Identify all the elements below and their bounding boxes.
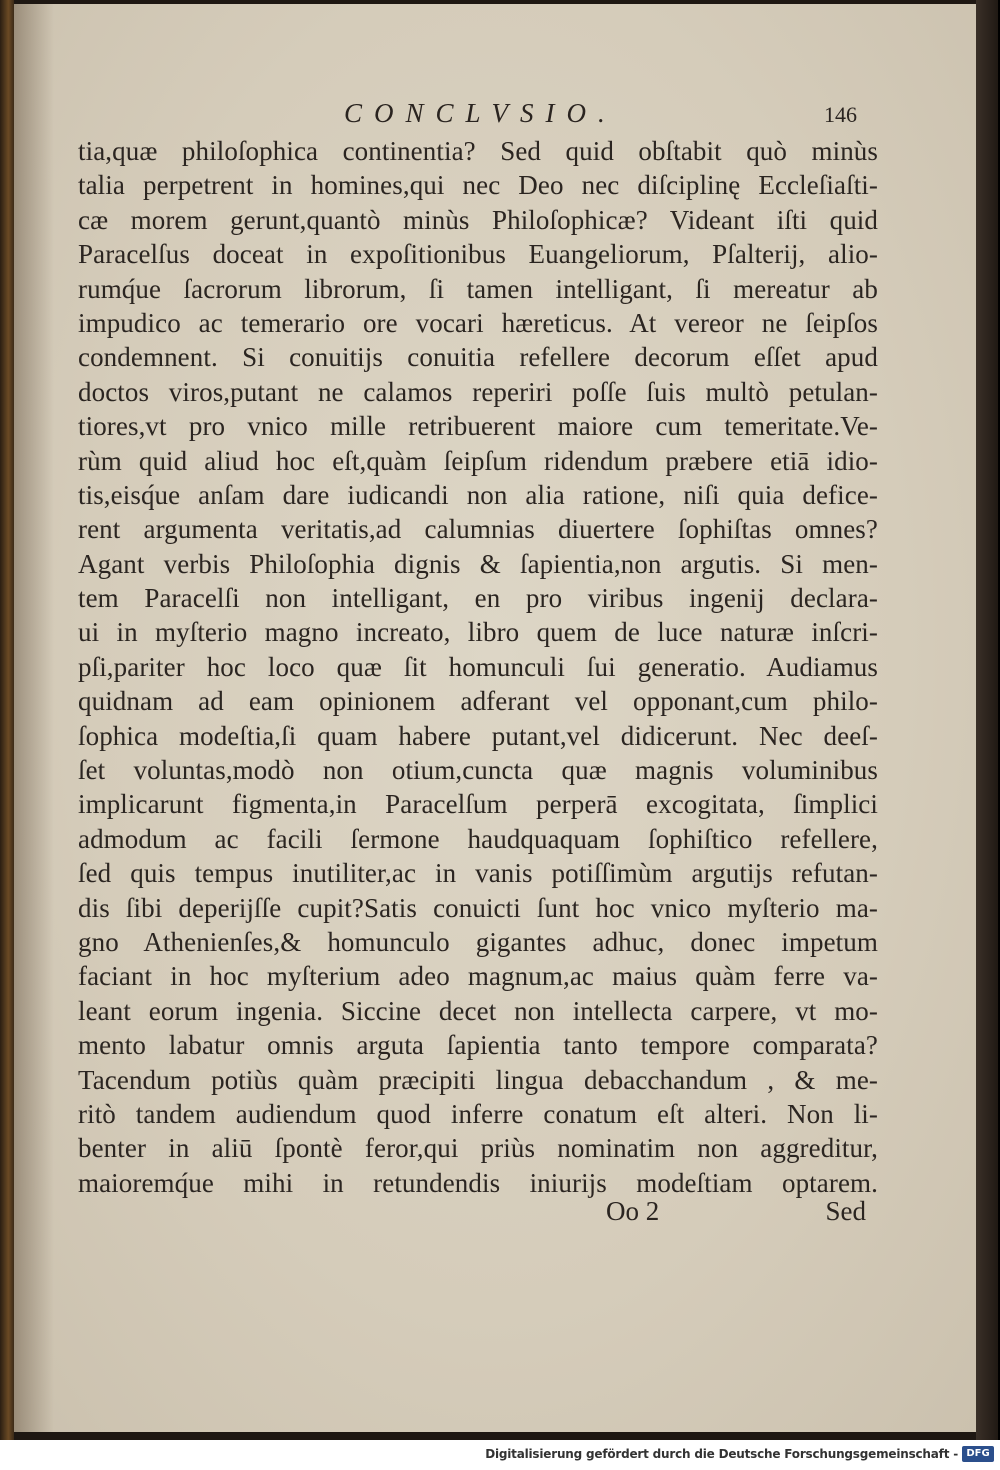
text-line: rumq́ue ſacrorum librorum, ſi tamen intelligant, ſi mereatur ab (78, 273, 878, 304)
text-line: tis,eisq́ue anſam dare iudicandi non alia ratione, niſi quia defice- (78, 479, 878, 510)
text-line: rent argumenta veritatis,ad calumnias diuertere ſophiſtas omnes? (78, 514, 878, 545)
text-line: dis ſibi deperijſſe cupit?Satis conuicti ſunt hoc vnico myſterio ma- (78, 892, 878, 923)
body-text (78, 134, 878, 1200)
text-line: rùm quid aliud hoc eſt,quàm ſeipſum ridendum præbere etiā idio- (78, 445, 878, 476)
text-line: cæ morem gerunt,quantò minùs Philoſophicæ? Videant iſti quid (78, 204, 878, 235)
text-line: Tacendum potiùs quàm præcipiti lingua debacchandum , & me- (78, 1064, 878, 1095)
text-line: admodum ac facili ſermone haudquaquam ſophiſtico refellere, (78, 823, 878, 854)
book-spine (0, 0, 14, 1440)
book-page (14, 4, 976, 1432)
text-line: tem Paracelſi non intelligant, en pro viribus ingenij declara- (78, 583, 878, 614)
signature-mark: Oo 2 (606, 1196, 660, 1226)
text-line: gno Athenienſes,& homunculo gigantes adhuc, donec impetum (78, 926, 878, 957)
text-line: quidnam ad eam opinionem adferant vel opponant,cum philo- (78, 686, 878, 717)
text-line: pſi,pariter hoc loco quæ ſit homunculi ſui generatio. Audiamus (78, 651, 878, 682)
running-title: CONCLVSIO. (344, 98, 617, 128)
dfg-logo: DFG (962, 1446, 994, 1462)
text-line: mento labatur omnis arguta ſapientia tanto tempore comparata? (78, 1030, 878, 1061)
text-line: ui in myſterio magno increato, libro quem de luce naturæ inſcri- (78, 617, 878, 648)
page-number: 146 (824, 102, 857, 127)
text-line: ritò tandem audiendum quod inferre conatum eſt alteri. Non li- (78, 1098, 878, 1129)
text-line: Agant verbis Philoſophia dignis & ſapientia,non argutis. Si men- (78, 548, 878, 579)
catchword: Sed (825, 1196, 866, 1226)
funding-credit: Digitalisierung gefördert durch die Deutsche Forschungsgemeinschaft - (485, 1447, 958, 1461)
text-line: talia perpetrent in homines,qui nec Deo nec diſciplinę Eccleſiaſti- (78, 170, 878, 201)
text-line: tiores,vt pro vnico mille retribuerent maiore cum temeritate.Ve- (78, 411, 878, 442)
text-line: Paracelſus doceat in expoſitionibus Euangeliorum, Pſalterij, alio- (78, 239, 878, 270)
text-line: impudico ac temerario ore vocari hæreticus. At vereor ne ſeipſos (78, 307, 878, 338)
text-line: ſet voluntas,modò non otium,cuncta quæ magnis voluminibus (78, 755, 878, 786)
text-line: condemnent. Si conuitijs conuitia refellere decorum eſſet apud (78, 342, 878, 373)
page-edge (976, 0, 1000, 1440)
gutter-shadow (14, 4, 54, 1432)
running-head (14, 98, 976, 138)
text-line: ſophica modeſtia,ſi quam habere putant,vel didicerunt. Nec deeſ- (78, 720, 878, 751)
text-line: maioremq́ue mihi in retundendis iniurijs modeſtiam optarem. (78, 1167, 878, 1198)
text-line: tia,quæ philoſophica continentia? Sed quid obſtabit quò minùs (78, 136, 878, 166)
text-line: doctos viros,putant ne calamos reperiri poſſe ſuis multò petulan- (78, 376, 878, 407)
footer-bar (0, 1440, 1000, 1470)
text-line: implicarunt figmenta,in Paracelſum perperā excogitata, ſimplici (78, 789, 878, 820)
catchline (606, 1196, 866, 1230)
text-line: leant eorum ingenia. Siccine decet non intellecta carpere, vt mo- (78, 995, 878, 1026)
text-line: faciant in hoc myſterium adeo magnum,ac maius quàm ferre va- (78, 961, 878, 992)
text-line: ſed quis tempus inutiliter,ac in vanis potiſſimùm argutijs refutan- (78, 858, 878, 889)
text-line: benter in aliū ſpontè feror,qui priùs nominatim non aggreditur, (78, 1133, 878, 1164)
